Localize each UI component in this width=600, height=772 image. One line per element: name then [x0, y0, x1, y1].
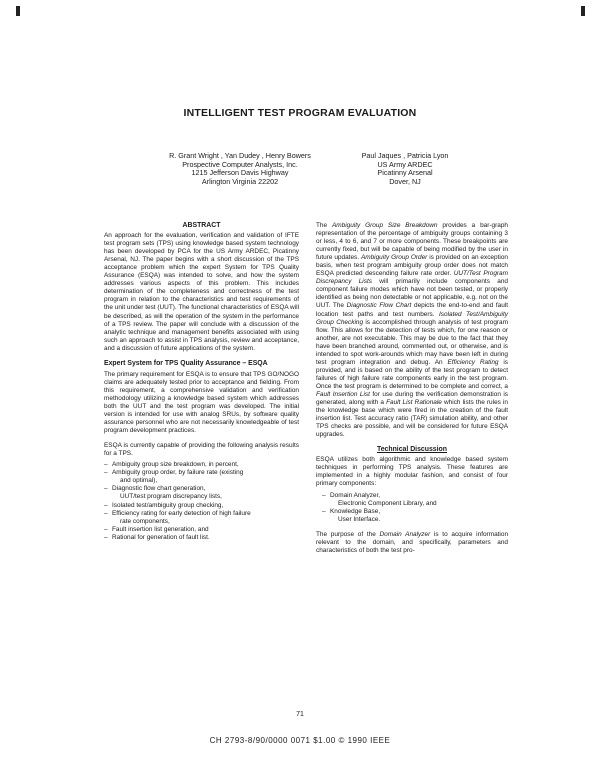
copyright-line: CH 2793-8/90/0000 0071 $1.00 © 1990 IEEE [209, 736, 391, 745]
scan-corner-mark [16, 6, 20, 16]
domain-analyzer-paragraph: The purpose of the Domain Analyzer is to acquire information relevant to the domain, and specifically, parameters and characteristics of both the test pro- [316, 530, 509, 554]
author-names: Paul Jaques , Patricia Lyon [361, 151, 449, 160]
right-column [316, 222, 508, 562]
section-heading-esqa: Expert System for TPS Quality Assurance – ESQA [104, 359, 268, 367]
esqa-paragraph-1: The primary requirement for ESQA is to ensure that TPS GO/NOGO claims are adequately tested prior to acceptance and fielding. From this requirement, a comprehensive validation and verification methodology utilizing a knowledge based system which addresses both the UUT and the test program was developed. The initial version is intended for use with analog SRUs, by software quality assurance personnel who are not necessarily knowledgeable of test program development practices. [104, 370, 299, 435]
analysis-results-list [104, 461, 299, 541]
scan-corner-mark [581, 6, 585, 16]
author-city: Dover, NJ [389, 176, 421, 186]
list-item: – Isolated test/ambiguity group checking, [104, 501, 224, 509]
author-city: Arlington Virginia 22202 [201, 176, 279, 186]
list-item: – Rational for generation of fault list. [104, 533, 210, 541]
list-item: – Fault insertion list generation, and [104, 525, 209, 533]
list-item: – Diagnostic flow chart generation, UUT/test program discrepancy lists, [104, 485, 222, 501]
paper-title: INTELLIGENT TEST PROGRAM EVALUATION [183, 107, 417, 119]
author-block-left [140, 152, 340, 186]
left-column [104, 222, 299, 549]
list-item: – Efficiency rating for early detection of high failure rate components, [104, 509, 251, 525]
list-item: – Domain Analyzer, Electronic Component Library, and [322, 491, 437, 507]
author-address: Picatinny Arsenal [377, 168, 433, 178]
components-list [316, 492, 508, 524]
list-item: – Ambiguity group size breakdown, in percent, [104, 461, 239, 469]
list-item: – Knowledge Base, User Interface. [322, 507, 381, 523]
author-affiliation: Prospective Computer Analysts, Inc. [182, 159, 298, 169]
analysis-description-paragraph: The Ambiguity Group Size Breakdown provides a bar-graph representation of the percentage of ambiguity groups containing 3 or less, 4 to 6, and 7 or more components. These breakpoints are currently fixed, but will be capable of being modified by the user in future updates. Ambiguity Group Order is provided on an exception basis, when test program ambiguity group order does not match ESQA predicted descending failure rate order. UUT/Test Program Discrepancy Lists will primarily include components and component failure modes which have not been tested, or properly identified as being non detectable or not applicable, e.g. not on the UUT. The Diagnostic Flow Chart depicts the end-to-end and fault location test paths and test numbers. Isolated Test/Ambiguity Group Checking is accomplished through analysis of test program flow. This allows for the detection of tests which, for one reason or another, are not executable. This may be due to the fact that they have been branched around, commented out, or otherwise, and is intended to spot work-arounds which may have been left in during test program integration and debug. An Efficiency Rating is provided, and is based on the ability of the test program to detect failures of high failure rate components early in the test program. Once the test program is determined to be complete and correct, a Fault Insertion List for use during the verification demonstration is generated, along with a Fault List Rationale which lists the rules in the knowledge base which were fired in the creation of the fault insertion list. Test accuracy ratio (TAR) simulation ability, and other TPS checks are possible, and will be considered for future ESQA upgrades. [316, 222, 509, 439]
author-names: R. Grant Wright , Yan Dudey , Henry Bowers [169, 151, 311, 160]
abstract-text: An approach for the evaluation, verification and validation of IFTE test program sets (TPS) using knowledge based system technology has been developed by PCA for the US Army ARDEC, Picatinny Arsenal, NJ. The paper begins with a short discussion of the TPS acceptance problem which the expert System for TPS Quality Assurance (ESQA) was intended to solve, and how the system addresses various aspects of this problem. This includes determination of the completeness and correctness of the test program in relation to the characteristics and test requirements of the unit under test (UUT). The functional characteristics of ESQA will be described, as will the operation of the system in the performance of a TPS review. The paper will conclude with a discussion of the analytic technique and management benefits associated with using such an approach to assist in TPS analysis, review and acceptance, and a discussion of future applications of the system. [104, 232, 299, 352]
author-address: 1215 Jefferson Davis Highway [191, 168, 289, 178]
author-affiliation: US Army ARDEC [377, 159, 433, 169]
list-item: – Ambiguity group order, by failure rate (existing and optimal), [104, 469, 244, 485]
page-number: 71 [296, 711, 304, 718]
technical-discussion-heading: Technical Discussion [377, 446, 447, 454]
esqa-paragraph-2: ESQA is currently capable of providing the following analysis results for a TPS. [104, 442, 299, 458]
technical-discussion-paragraph: ESQA utilizes both algorithmic and knowledge based system techniques in performing TPS analysis. These features are implemented in a highly modular fashion, and consist of four primary components: [316, 456, 508, 488]
abstract-heading: ABSTRACT [182, 222, 221, 229]
author-block-right [340, 152, 470, 186]
